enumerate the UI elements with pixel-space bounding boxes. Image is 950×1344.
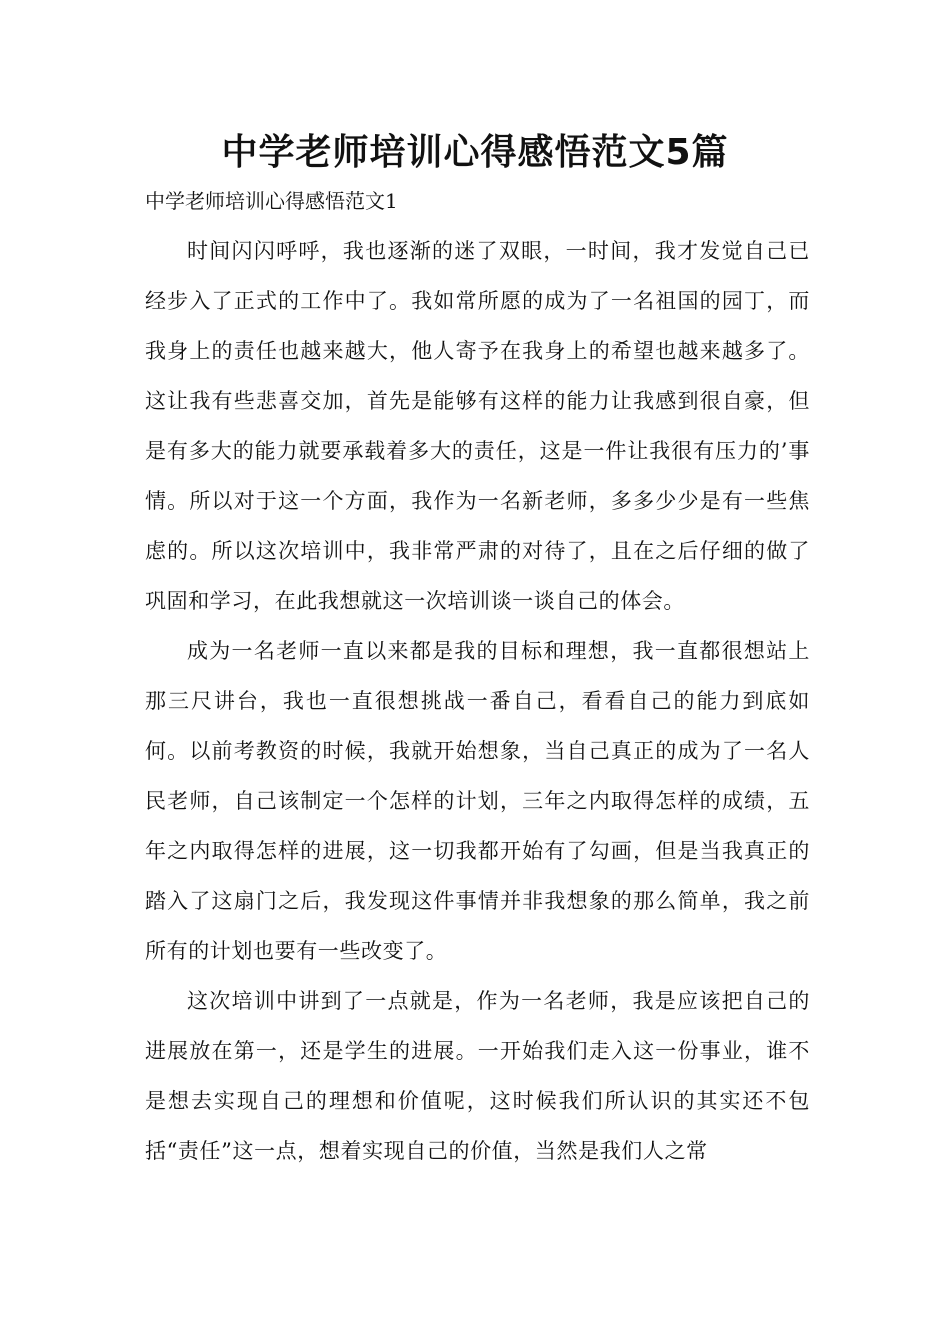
section-heading: 中学老师培训心得感悟范文1 [145,189,398,213]
document-title: 中学老师培训心得感悟范文5篇 [221,132,729,173]
body-paragraph: 这次培训中讲到了一点就是，作为一名老师，我是应该把自己的进展放在第一，还是学生的进展。一开始我们走入这一份事业，谁不是想去实现自己的理想和价值呢，这时候我们所认识的其实还不包括“责任”这一点，想着实现自己的价值，当然是我们人之常 [145,989,810,1163]
body-paragraph: 成为一名老师一直以来都是我的目标和理想，我一直都很想站上那三尺讲台，我也一直很想挑战一番自己，看看自己的能力到底如何。以前考教资的时候，我就开始想象，当自己真正的成为了一名人民老师，自己该制定一个怎样的计划，三年之内取得怎样的成绩，五年之内取得怎样的进展，这一切我都开始有了勾画，但是当我真正的踏入了这扇门之后，我发现这件事情并非我想象的那么简单，我之前所有的计划也要有一些改变了。 [145,639,810,963]
body-paragraph: 时间闪闪呼呼，我也逐渐的迷了双眼，一时间，我才发觉自己已经步入了正式的工作中了。我如常所愿的成为了一名祖国的园丁，而我身上的责任也越来越大，他人寄予在我身上的希望也越来越多了。这让我有些悲喜交加，首先是能够有这样的能力让我感到很自豪，但是有多大的能力就要承载着多大的责任，这是一件让我很有压力的’事情。所以对于这一个方面，我作为一名新老师，多多少少是有一些焦虑的。所以这次培训中，我非常严肃的对待了，且在之后仔细的做了巩固和学习，在此我想就这一次培训谈一谈自己的体会。 [145,239,810,613]
document-body [145,226,810,1176]
